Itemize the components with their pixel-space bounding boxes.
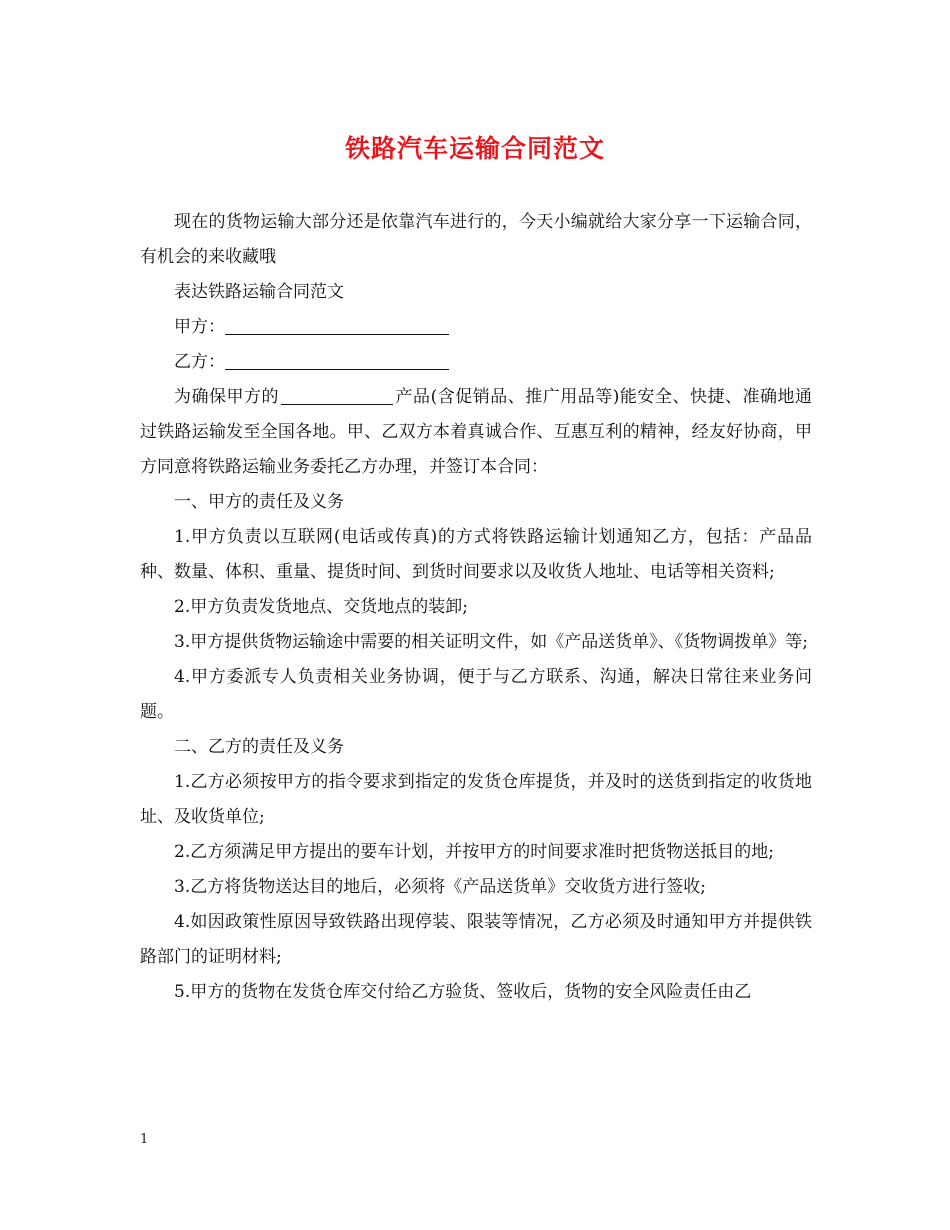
party-b-line [140, 345, 812, 380]
section-heading-party-b: 二、乙方的责任及义务 [174, 737, 344, 757]
intro-paragraph: 现在的货物运输大部分还是依靠汽车进行的，今天小编就给大家分享一下运输合同，有机会的来收藏哦 [140, 212, 812, 267]
party-a-blank [225, 333, 449, 335]
section1-item: 1.甲方负责以互联网(电话或传真)的方式将铁路运输计划通知乙方，包括：产品品种、数量、体积、重量、提货时间、到货时间要求以及收货人地址、电话等相关资料; [140, 527, 812, 582]
page-number: 1 [140, 1132, 149, 1147]
section2-item: 2.乙方须满足甲方提出的要车计划，并按甲方的时间要求准时把货物送抵目的地; [174, 842, 774, 862]
party-b-label: 乙方： [174, 352, 225, 372]
section2-item: 4.如因政策性原因导致铁路出现停装、限装等情况，乙方必须及时通知甲方并提供铁路部门的证明材料; [140, 912, 812, 967]
section-heading-party-a: 一、甲方的责任及义务 [174, 492, 344, 512]
subtitle-paragraph: 表达铁路运输合同范文 [174, 282, 344, 302]
section2-item: 5.甲方的货物在发货仓库交付给乙方验货、签收后，货物的安全风险责任由乙 [174, 982, 752, 1002]
section1-item: 4.甲方委派专人负责相关业务协调，便于与乙方联系、沟通，解决日常往来业务问题。 [140, 667, 812, 722]
preamble-after: 产品(含促销品、推广用品等)能安全、快捷、准确地通过铁路运输发至全国各地。甲、乙双方本着真诚合作、互惠互利的精神，经友好协商，甲方同意将铁路运输业务委托乙方办理，并签订本合同： [140, 387, 812, 477]
party-a-label: 甲方： [174, 317, 225, 337]
section1-item: 2.甲方负责发货地点、交货地点的装卸; [174, 597, 468, 617]
preamble-before: 为确保甲方的 [174, 387, 280, 407]
product-blank [281, 403, 393, 405]
document-title: 铁路汽车运输合同范文 [344, 134, 605, 163]
party-b-blank [225, 368, 449, 370]
document-body [140, 205, 812, 1010]
section2-item: 1.乙方必须按甲方的指令要求到指定的发货仓库提货，并及时的送货到指定的收货地址、及收货单位; [140, 772, 812, 827]
section1-item: 3.甲方提供货物运输途中需要的相关证明文件，如《产品送货单》、《货物调拨单》等; [174, 632, 808, 652]
preamble-paragraph [140, 380, 812, 485]
section2-item: 3.乙方将货物送达目的地后，必须将《产品送货单》交收货方进行签收; [174, 877, 706, 897]
party-a-line [140, 310, 812, 345]
